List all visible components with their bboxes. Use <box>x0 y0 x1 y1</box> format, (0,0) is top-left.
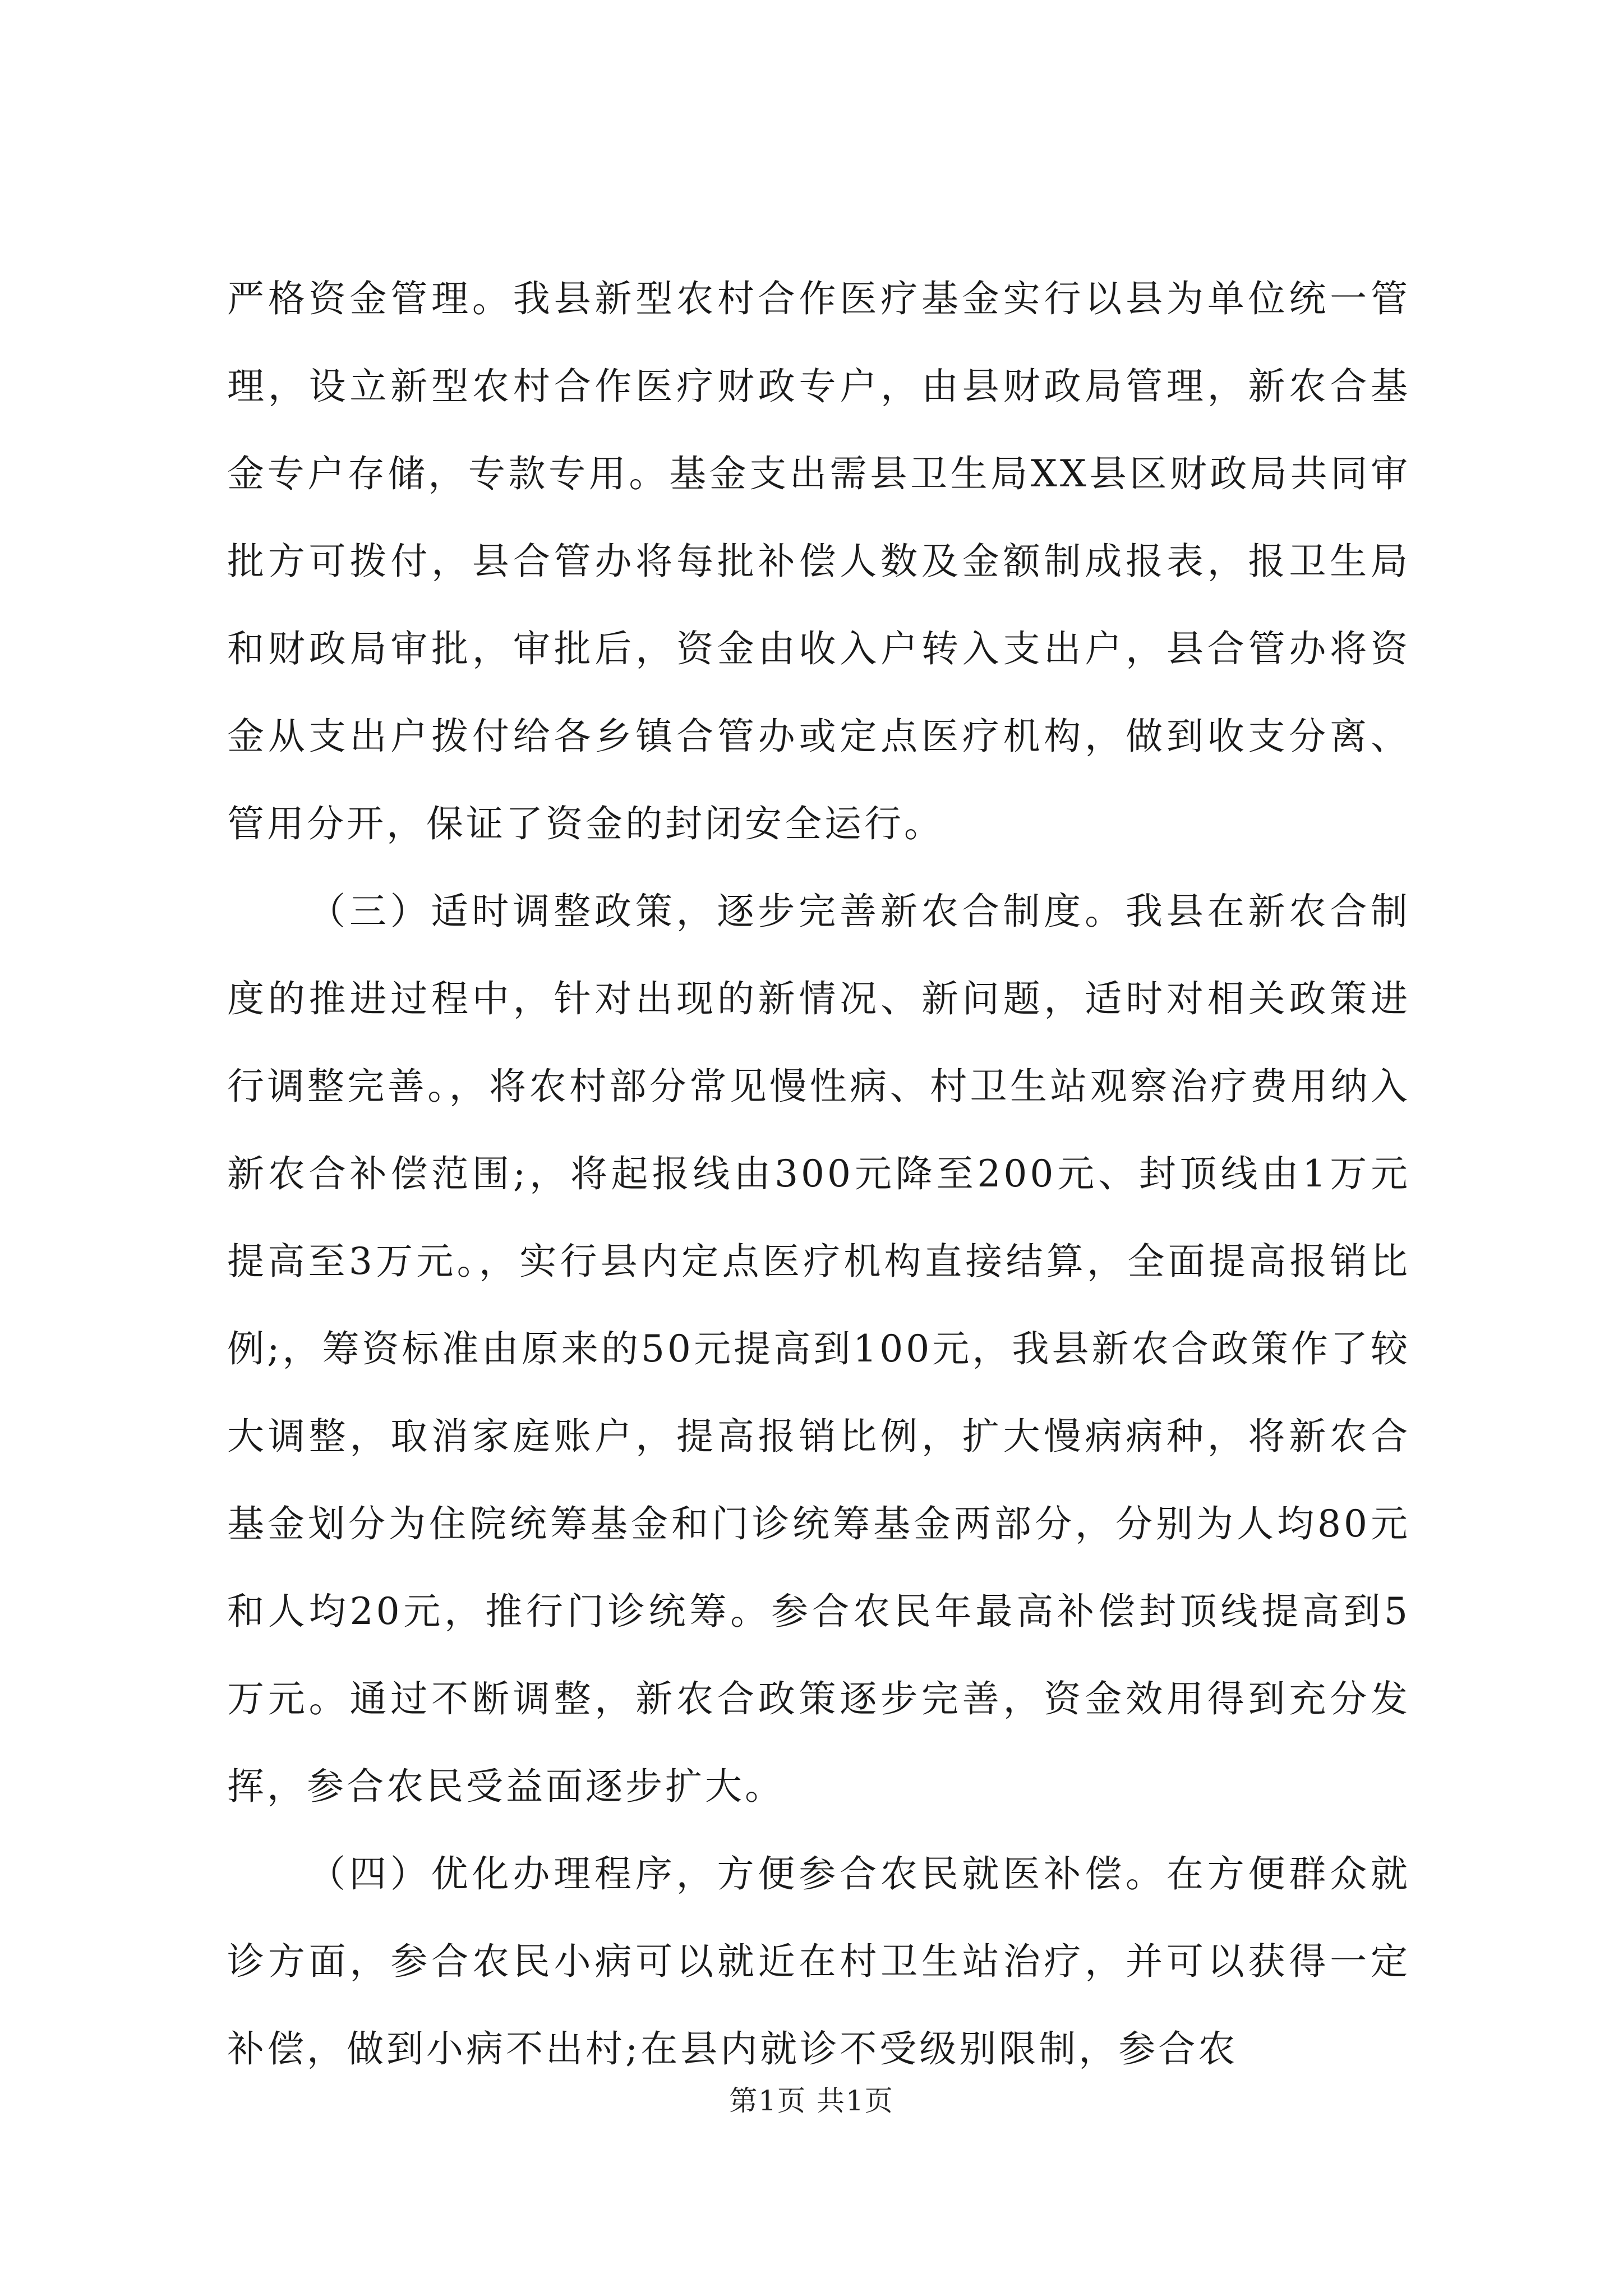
document-body <box>227 255 1410 2093</box>
page-footer: 第1页 共1页 <box>729 2085 894 2117</box>
paragraph-fund-management: 严格资金管理。我县新型农村合作医疗基金实行以县为单位统一管理，设立新型农村合作医疗财政专户，由县财政局管理，新农合基金专户存储，专款专用。基金支出需县卫生局XX县区财政局共同审批方可拨付，县合管办将每批补偿人数及金额制成报表，报卫生局和财政局审批，审批后，资金由收入户转入支出户，县合管办将资金从支出户拨付给各乡镇合管办或定点医疗机构，做到收支分离、管用分开，保证了资金的封闭安全运行。 <box>227 277 1410 845</box>
paragraph-process-optimization: （四）优化办理程序，方便参合农民就医补偿。在方便群众就诊方面，参合农民小病可以就近在村卫生站治疗，并可以获得一定补偿，做到小病不出村;在县内就诊不受级别限制，参合农 <box>227 1852 1410 2070</box>
paragraph-policy-adjustment: （三）适时调整政策，逐步完善新农合制度。我县在新农合制度的推进过程中，针对出现的新情况、新问题，适时对相关政策进行调整完善。，将农村部分常见慢性病、村卫生站观察治疗费用纳入新农合补偿范围;，将起报线由300元降至200元、封顶线由1万元提高至3万元。，实行县内定点医疗机构直接结算，全面提高报销比例;，筹资标准由原来的50元提高到100元，我县新农合政策作了较大调整，取消家庭账户，提高报销比例，扩大慢病病种，将新农合基金划分为住院统筹基金和门诊统筹基金两部分，分别为人均80元和人均20元，推行门诊统筹。参合农民年最高补偿封顶线提高到5万元。通过不断调整，新农合政策逐步完善，资金效用得到充分发挥，参合农民受益面逐步扩大。 <box>227 890 1410 1808</box>
